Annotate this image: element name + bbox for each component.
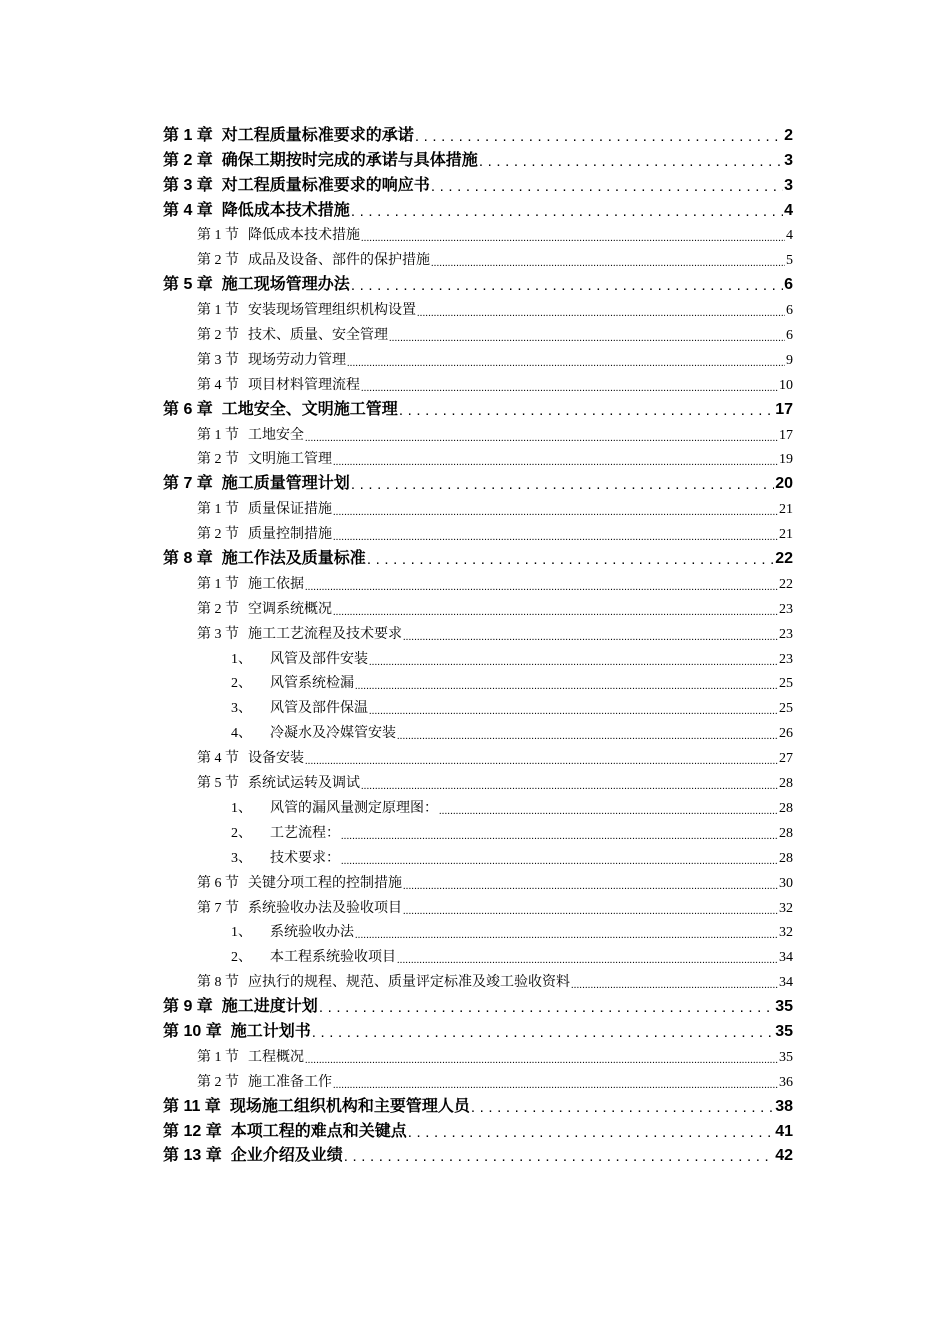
toc-entry-title: 成品及设备、部件的保护措施	[248, 253, 430, 269]
toc-entry-page-number: 9	[786, 352, 793, 368]
toc-entry-title: 风管的漏风量测定原理图：	[270, 800, 438, 816]
dot-leader	[333, 457, 778, 468]
dot-leader	[403, 632, 778, 643]
toc-entry-number: 第 10 章	[163, 1022, 222, 1040]
toc-entry-number: 第 7 节	[197, 900, 239, 916]
toc-entry-number: 3、	[231, 850, 252, 866]
toc-entry-number: 第 1 章	[163, 126, 213, 144]
toc-item-entry[interactable]	[163, 792, 793, 817]
dot-leader	[351, 277, 783, 294]
toc-entry-title: 工程概况	[248, 1049, 304, 1065]
toc-entry-number: 第 6 章	[163, 400, 213, 418]
toc-entry-title: 施工作法及质量标准	[221, 550, 366, 568]
toc-entry-title: 系统试运转及调试	[248, 776, 360, 792]
toc-entry-title: 施工质量管理计划	[221, 475, 350, 493]
toc-entry-title: 冷凝水及冷媒管安装	[270, 726, 396, 742]
toc-entry-page-number: 27	[779, 751, 793, 767]
toc-entry-title: 企业介绍及业绩	[230, 1147, 343, 1165]
toc-entry-page-number: 23	[779, 601, 793, 617]
toc-entry-page-number: 32	[779, 925, 793, 941]
toc-entry-title: 施工准备工作	[248, 1074, 332, 1090]
dot-leader	[333, 1080, 778, 1091]
dot-leader	[439, 806, 778, 817]
toc-entry-title: 对工程质量标准要求的承诺	[221, 126, 414, 144]
toc-chapter-entry[interactable]	[163, 991, 793, 1016]
toc-item-entry[interactable]	[163, 643, 793, 668]
dot-leader	[415, 128, 783, 145]
toc-entry-title: 质量控制措施	[248, 527, 332, 543]
toc-chapter-entry[interactable]	[163, 120, 793, 145]
dot-leader	[312, 1024, 774, 1041]
toc-entry-page-number: 5	[786, 253, 793, 269]
toc-entry-number: 2、	[231, 950, 252, 966]
dot-leader	[571, 980, 778, 991]
toc-section-entry[interactable]	[163, 1066, 793, 1091]
toc-entry-title: 风管及部件安装	[270, 651, 368, 667]
toc-entry-number: 第 6 节	[197, 875, 239, 891]
toc-entry-page-number: 23	[779, 626, 793, 642]
toc-entry-page-number: 35	[775, 1022, 793, 1040]
toc-entry-page-number: 23	[779, 651, 793, 667]
toc-entry-page-number: 6	[786, 303, 793, 319]
dot-leader	[417, 308, 785, 319]
toc-entry-title: 工地安全、文明施工管理	[221, 400, 398, 418]
toc-entry-title: 施工工艺流程及技术要求	[248, 626, 402, 642]
toc-section-entry[interactable]	[163, 867, 793, 892]
toc-entry-title: 确保工期按时完成的承诺与具体措施	[221, 151, 478, 169]
toc-entry-page-number: 30	[779, 875, 793, 891]
toc-entry-number: 第 2 节	[197, 253, 239, 269]
toc-entry-title: 设备安装	[248, 751, 304, 767]
toc-section-entry[interactable]	[163, 369, 793, 394]
toc-section-entry[interactable]	[163, 593, 793, 618]
toc-entry-page-number: 4	[786, 228, 793, 244]
toc-entry-number: 第 9 章	[163, 998, 213, 1016]
toc-entry-title: 关键分项工程的控制措施	[248, 875, 402, 891]
toc-entry-title: 系统验收办法	[270, 925, 354, 941]
dot-leader	[367, 551, 774, 568]
toc-entry-number: 4、	[231, 726, 252, 742]
toc-entry-title: 施工现场管理办法	[221, 276, 350, 294]
toc-entry-page-number: 10	[779, 377, 793, 393]
dot-leader	[319, 999, 774, 1016]
toc-entry-page-number: 22	[779, 576, 793, 592]
dot-leader	[347, 358, 785, 369]
toc-item-entry[interactable]	[163, 941, 793, 966]
toc-entry-title: 质量保证措施	[248, 502, 332, 518]
table-of-contents	[163, 120, 793, 1165]
toc-chapter-entry[interactable]	[163, 468, 793, 493]
toc-entry-title: 项目材料管理流程	[248, 377, 360, 393]
toc-entry-page-number: 41	[775, 1122, 793, 1140]
toc-entry-number: 第 2 节	[197, 452, 239, 468]
toc-entry-number: 1、	[231, 651, 252, 667]
toc-entry-title: 施工进度计划	[221, 998, 318, 1016]
toc-item-entry[interactable]	[163, 817, 793, 842]
toc-section-entry[interactable]	[163, 444, 793, 469]
dot-leader	[403, 906, 778, 917]
toc-section-entry[interactable]	[163, 294, 793, 319]
toc-chapter-entry[interactable]	[163, 1016, 793, 1041]
toc-section-entry[interactable]	[163, 419, 793, 444]
toc-entry-page-number: 32	[779, 900, 793, 916]
toc-entry-number: 第 3 节	[197, 352, 239, 368]
dot-leader	[431, 178, 783, 195]
toc-entry-title: 本项工程的难点和关键点	[230, 1122, 407, 1140]
toc-entry-number: 第 1 节	[197, 427, 239, 443]
toc-entry-number: 3、	[231, 701, 252, 717]
toc-entry-title: 降低成本技术措施	[221, 201, 350, 219]
dot-leader	[361, 233, 785, 244]
toc-section-entry[interactable]	[163, 966, 793, 991]
toc-entry-number: 第 8 章	[163, 550, 213, 568]
toc-section-entry[interactable]	[163, 344, 793, 369]
toc-entry-number: 第 2 节	[197, 601, 239, 617]
toc-entry-number: 第 5 章	[163, 276, 213, 294]
toc-entry-title: 对工程质量标准要求的响应书	[221, 176, 430, 194]
toc-entry-number: 第 1 节	[197, 1049, 239, 1065]
toc-entry-title: 工地安全	[248, 427, 304, 443]
toc-entry-page-number: 25	[779, 701, 793, 717]
toc-entry-number: 2、	[231, 676, 252, 692]
toc-entry-number: 第 4 节	[197, 751, 239, 767]
toc-section-entry[interactable]	[163, 618, 793, 643]
toc-entry-page-number: 36	[779, 1074, 793, 1090]
dot-leader	[355, 930, 778, 941]
dot-leader	[471, 1099, 774, 1116]
dot-leader	[369, 657, 778, 668]
toc-chapter-entry[interactable]	[163, 269, 793, 294]
toc-item-entry[interactable]	[163, 692, 793, 717]
toc-section-entry[interactable]	[163, 568, 793, 593]
dot-leader	[341, 831, 778, 842]
toc-entry-number: 第 2 章	[163, 151, 213, 169]
toc-entry-page-number: 3	[784, 176, 793, 194]
dot-leader	[361, 383, 778, 394]
toc-chapter-entry[interactable]	[163, 145, 793, 170]
toc-entry-title: 安装现场管理组织机构设置	[248, 303, 416, 319]
toc-entry-title: 应执行的规程、规范、质量评定标准及竣工验收资料	[248, 975, 570, 991]
toc-entry-number: 第 5 节	[197, 776, 239, 792]
toc-item-entry[interactable]	[163, 717, 793, 742]
toc-entry-number: 1、	[231, 925, 252, 941]
toc-entry-page-number: 28	[779, 850, 793, 866]
toc-entry-number: 第 2 节	[197, 328, 239, 344]
toc-entry-title: 工艺流程：	[270, 825, 340, 841]
toc-section-entry[interactable]	[163, 493, 793, 518]
toc-entry-page-number: 28	[779, 800, 793, 816]
toc-entry-page-number: 38	[775, 1097, 793, 1115]
toc-entry-number: 2、	[231, 825, 252, 841]
toc-entry-number: 第 4 章	[163, 201, 213, 219]
toc-entry-page-number: 6	[786, 328, 793, 344]
dot-leader	[305, 1055, 778, 1066]
toc-entry-number: 第 2 节	[197, 527, 239, 543]
toc-entry-number: 第 3 节	[197, 626, 239, 642]
dot-leader	[403, 881, 778, 892]
toc-entry-number: 1、	[231, 800, 252, 816]
dot-leader	[341, 856, 778, 867]
dot-leader	[351, 203, 783, 220]
toc-entry-number: 第 1 节	[197, 576, 239, 592]
toc-entry-page-number: 17	[775, 400, 793, 418]
toc-entry-page-number: 28	[779, 776, 793, 792]
toc-entry-number: 第 13 章	[163, 1147, 222, 1165]
toc-chapter-entry[interactable]	[163, 1116, 793, 1141]
toc-entry-page-number: 4	[784, 201, 793, 219]
toc-entry-number: 第 4 节	[197, 377, 239, 393]
dot-leader	[408, 1124, 774, 1141]
toc-entry-title: 文明施工管理	[248, 452, 332, 468]
toc-section-entry[interactable]	[163, 1041, 793, 1066]
toc-section-entry[interactable]	[163, 244, 793, 269]
toc-entry-page-number: 2	[784, 126, 793, 144]
toc-entry-page-number: 34	[779, 975, 793, 991]
dot-leader	[305, 582, 778, 593]
toc-entry-page-number: 21	[779, 502, 793, 518]
toc-entry-title: 风管系统检漏	[270, 676, 354, 692]
dot-leader	[397, 955, 778, 966]
toc-entry-title: 降低成本技术措施	[248, 228, 360, 244]
toc-section-entry[interactable]	[163, 892, 793, 917]
toc-entry-title: 施工依据	[248, 576, 304, 592]
toc-entry-number: 第 1 节	[197, 303, 239, 319]
toc-section-entry[interactable]	[163, 518, 793, 543]
toc-entry-page-number: 3	[784, 151, 793, 169]
toc-entry-number: 第 11 章	[163, 1097, 221, 1115]
toc-entry-page-number: 34	[779, 950, 793, 966]
toc-entry-title: 技术要求：	[270, 850, 340, 866]
toc-entry-page-number: 6	[784, 276, 793, 294]
toc-entry-number: 第 7 章	[163, 475, 213, 493]
toc-entry-title: 系统验收办法及验收项目	[248, 900, 402, 916]
dot-leader	[333, 607, 778, 618]
toc-entry-number: 第 1 节	[197, 502, 239, 518]
toc-entry-title: 空调系统概况	[248, 601, 332, 617]
dot-leader	[399, 402, 774, 419]
toc-entry-page-number: 42	[775, 1147, 793, 1165]
dot-leader	[361, 781, 778, 792]
toc-entry-page-number: 26	[779, 726, 793, 742]
dot-leader	[305, 756, 778, 767]
toc-chapter-entry[interactable]	[163, 394, 793, 419]
toc-entry-number: 第 8 节	[197, 975, 239, 991]
toc-entry-page-number: 22	[775, 550, 793, 568]
toc-entry-title: 现场劳动力管理	[248, 352, 346, 368]
toc-entry-page-number: 17	[779, 427, 793, 443]
toc-chapter-entry[interactable]	[163, 170, 793, 195]
toc-entry-page-number: 20	[775, 475, 793, 493]
toc-entry-page-number: 35	[775, 998, 793, 1016]
toc-chapter-entry[interactable]	[163, 1141, 793, 1166]
dot-leader	[355, 681, 778, 692]
dot-leader	[479, 153, 783, 170]
dot-leader	[344, 1148, 774, 1165]
dot-leader	[369, 706, 778, 717]
toc-entry-page-number: 35	[779, 1049, 793, 1065]
dot-leader	[397, 731, 778, 742]
toc-section-entry[interactable]	[163, 220, 793, 245]
dot-leader	[305, 433, 778, 444]
toc-chapter-entry[interactable]	[163, 195, 793, 220]
toc-entry-title: 现场施工组织机构和主要管理人员	[229, 1097, 470, 1115]
toc-section-entry[interactable]	[163, 742, 793, 767]
toc-entry-page-number: 28	[779, 825, 793, 841]
toc-section-entry[interactable]	[163, 319, 793, 344]
toc-entry-page-number: 25	[779, 676, 793, 692]
toc-entry-page-number: 19	[779, 452, 793, 468]
dot-leader	[333, 532, 778, 543]
toc-entry-number: 第 2 节	[197, 1074, 239, 1090]
toc-item-entry[interactable]	[163, 917, 793, 942]
toc-entry-title: 技术、质量、安全管理	[248, 328, 388, 344]
dot-leader	[389, 333, 785, 344]
toc-entry-title: 施工计划书	[230, 1022, 311, 1040]
toc-entry-number: 第 3 章	[163, 176, 213, 194]
toc-entry-number: 第 1 节	[197, 228, 239, 244]
toc-entry-title: 本工程系统验收项目	[270, 950, 396, 966]
dot-leader	[351, 476, 774, 493]
toc-entry-title: 风管及部件保温	[270, 701, 368, 717]
toc-entry-page-number: 21	[779, 527, 793, 543]
toc-chapter-entry[interactable]	[163, 543, 793, 568]
dot-leader	[333, 507, 778, 518]
dot-leader	[431, 258, 785, 269]
toc-item-entry[interactable]	[163, 842, 793, 867]
toc-section-entry[interactable]	[163, 767, 793, 792]
toc-entry-number: 第 12 章	[163, 1122, 222, 1140]
toc-chapter-entry[interactable]	[163, 1091, 793, 1116]
toc-item-entry[interactable]	[163, 668, 793, 693]
